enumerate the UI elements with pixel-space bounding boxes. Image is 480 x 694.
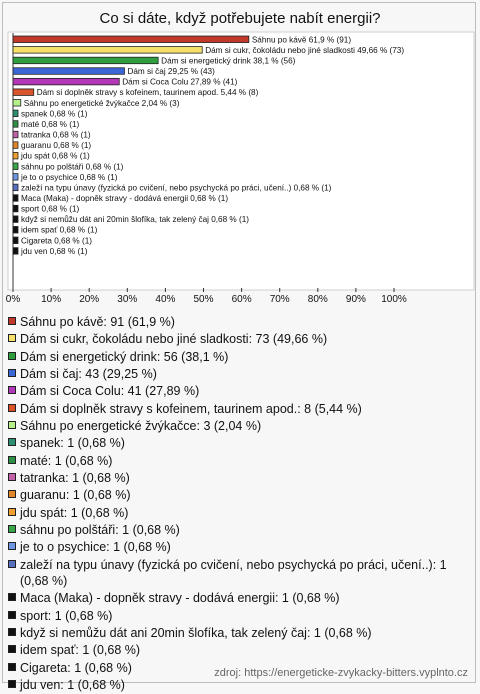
legend-swatch: [8, 317, 16, 325]
bar-label: Cigareta 0,68 % (1): [21, 236, 92, 246]
legend-swatch: [8, 490, 16, 498]
bar: [13, 226, 18, 233]
legend-item: [8, 470, 474, 486]
x-tick-label: 20%: [79, 294, 100, 305]
bar-chart: [0, 0, 480, 310]
bar-label: když si nemůžu dát ani 20min šlofíka, tak zelený čaj 0,68 % (1): [21, 215, 249, 225]
legend-label: když si nemůžu dát ani 20min šlofíka, tak zelený čaj: 1 (0,68 %): [20, 625, 372, 640]
bar-label: tatranka 0,68 % (1): [21, 130, 91, 140]
x-tick-label: 70%: [269, 294, 290, 305]
legend-item: [8, 590, 474, 606]
bar: [13, 152, 18, 159]
legend-item: [8, 383, 474, 399]
bar: [13, 216, 18, 223]
legend-item: [8, 642, 474, 658]
legend-item: [8, 505, 474, 521]
legend-item: [8, 453, 474, 469]
bar-label: Dám si energetický drink 38,1 % (56): [161, 56, 296, 66]
legend-label: Dám si Coca Colu: 41 (27,89 %): [20, 384, 200, 399]
legend-swatch: [8, 593, 16, 601]
bar: [13, 68, 124, 75]
x-tick-label: 80%: [307, 294, 328, 305]
legend-item: [8, 557, 474, 589]
bar: [13, 237, 18, 244]
bar-label: Sáhnu po energetické žvýkačce 2,04 % (3): [23, 98, 180, 108]
x-tick-label: 10%: [41, 294, 62, 305]
legend-swatch: [8, 525, 16, 533]
bar: [13, 89, 34, 96]
legend-swatch: [8, 386, 16, 394]
bar-label: jdu ven 0,68 % (1): [21, 246, 88, 256]
bar: [13, 121, 18, 128]
bar: [13, 184, 18, 191]
bar-label: Dám si čaj 29,25 % (43): [127, 67, 215, 77]
legend-item: [8, 401, 474, 417]
legend-label: Dám si doplněk stravy s kofeinem, taurinem apod.: 8 (5,44 %): [20, 401, 362, 416]
legend-swatch: [8, 421, 16, 429]
x-tick-label: 60%: [231, 294, 252, 305]
bar: [13, 142, 18, 149]
bar: [13, 131, 18, 138]
bar: [13, 57, 158, 64]
legend-item: [8, 487, 474, 503]
legend-label: Sáhnu po energetické žvýkačce: 3 (2,04 %): [20, 419, 262, 434]
legend-label: guaranu: 1 (0,68 %): [20, 488, 131, 503]
bar-label: zaleží na typu únavy (fyzická po cvičení, nebo psychycká po práci, učení..) 0,68 % (1): [21, 183, 332, 193]
legend-swatch: [8, 456, 16, 464]
chart-title: Co si dáte, když potřebujete nabít energii?: [99, 10, 381, 27]
bar-label: maté 0,68 % (1): [21, 119, 80, 129]
legend-item: [8, 539, 474, 555]
legend-label: tatranka: 1 (0,68 %): [20, 471, 130, 486]
legend-item: [8, 677, 474, 693]
legend-label: sport: 1 (0,68 %): [20, 608, 113, 623]
bar-label: Dám si Coca Colu 27,89 % (41): [122, 77, 238, 87]
x-tick-label: 30%: [117, 294, 138, 305]
bar-label: jdu spát 0,68 % (1): [21, 151, 90, 161]
legend-swatch: [8, 473, 16, 481]
legend-swatch: [8, 369, 16, 377]
bar-label: spanek 0,68 % (1): [21, 109, 88, 119]
bar: [13, 248, 18, 255]
bar-label: sport 0,68 % (1): [21, 204, 80, 214]
bar: [13, 195, 18, 202]
legend-label: jdu spát: 1 (0,68 %): [20, 505, 129, 520]
legend-item: [8, 625, 474, 641]
bar-label: Dám si doplněk stravy s kofeinem, taurinem apod. 5,44 % (8): [36, 88, 259, 98]
x-tick-label: 0%: [5, 294, 21, 305]
legend-item: [8, 366, 474, 382]
bar: [13, 47, 202, 54]
legend-item: [8, 349, 474, 365]
bar: [13, 36, 249, 43]
legend-swatch: [8, 663, 16, 671]
legend-label: Dám si čaj: 43 (29,25 %): [20, 367, 157, 382]
legend-swatch: [8, 560, 16, 568]
legend-swatch: [8, 352, 16, 360]
bar: [13, 205, 18, 212]
bar: [13, 78, 119, 85]
bar: [13, 174, 18, 181]
legend-label: idem spať: 1 (0,68 %): [20, 643, 141, 658]
legend-label: jdu ven: 1 (0,68 %): [20, 677, 125, 692]
legend-label: zaleží na typu únavy (fyzická po cvičení, nebo psychycká po práci, učení..): 1 (0,68 %): [20, 557, 447, 588]
legend-item: [8, 418, 474, 434]
legend-swatch: [8, 404, 16, 412]
bar-label: sáhnu po polštáři 0,68 % (1): [21, 162, 124, 172]
bar: [13, 163, 18, 170]
bar-label: Dám si cukr, čokoládu nebo jiné sladkosti 49,66 % (73): [205, 45, 405, 55]
legend-label: sáhnu po polštáři: 1 (0,68 %): [20, 523, 180, 538]
source-link[interactable]: zdroj: https://energeticke-zvykacky-bitters.vyplnto.cz: [214, 667, 468, 679]
x-tick-label: 50%: [193, 294, 214, 305]
legend-label: je to o psychice: 1 (0,68 %): [20, 540, 171, 555]
legend-label: Cigareta: 1 (0,68 %): [20, 660, 132, 675]
x-tick-label: 40%: [155, 294, 176, 305]
bar-label: guaranu 0,68 % (1): [21, 141, 92, 151]
legend-swatch: [8, 628, 16, 636]
legend-swatch: [8, 542, 16, 550]
legend-item: [8, 331, 474, 347]
legend-label: Maca (Maka) - dopněk stravy - dodává energii: 1 (0,68 %): [20, 591, 340, 606]
bar-label: Maca (Maka) - dopněk stravy - dodává energii 0,68 % (1): [21, 193, 229, 203]
legend-label: Dám si energetický drink: 56 (38,1 %): [20, 349, 229, 364]
bar-label: je to o psychice 0,68 % (1): [21, 172, 118, 182]
legend-label: Dám si cukr, čokoládu nebo jiné sladkosti: 73 (49,66 %): [20, 332, 328, 347]
legend-swatch: [8, 645, 16, 653]
legend-item: [8, 314, 474, 330]
legend-item: [8, 608, 474, 624]
bar: [13, 110, 18, 117]
bar-label: Sáhnu po kávě 61,9 % (91): [251, 35, 352, 45]
chart-legend: [8, 314, 474, 694]
bar: [13, 100, 21, 107]
legend-label: maté: 1 (0,68 %): [20, 453, 113, 468]
legend-label: spanek: 1 (0,68 %): [20, 436, 125, 451]
bar-label: idem spať 0,68 % (1): [21, 225, 98, 235]
x-tick-label: 90%: [345, 294, 366, 305]
legend-swatch: [8, 508, 16, 516]
legend-swatch: [8, 611, 16, 619]
legend-item: [8, 522, 474, 538]
legend-swatch: [8, 438, 16, 446]
legend-label: Sáhnu po kávě: 91 (61,9 %): [20, 315, 175, 329]
x-tick-label: 100%: [381, 294, 407, 305]
legend-item: [8, 435, 474, 451]
legend-swatch: [8, 334, 16, 342]
